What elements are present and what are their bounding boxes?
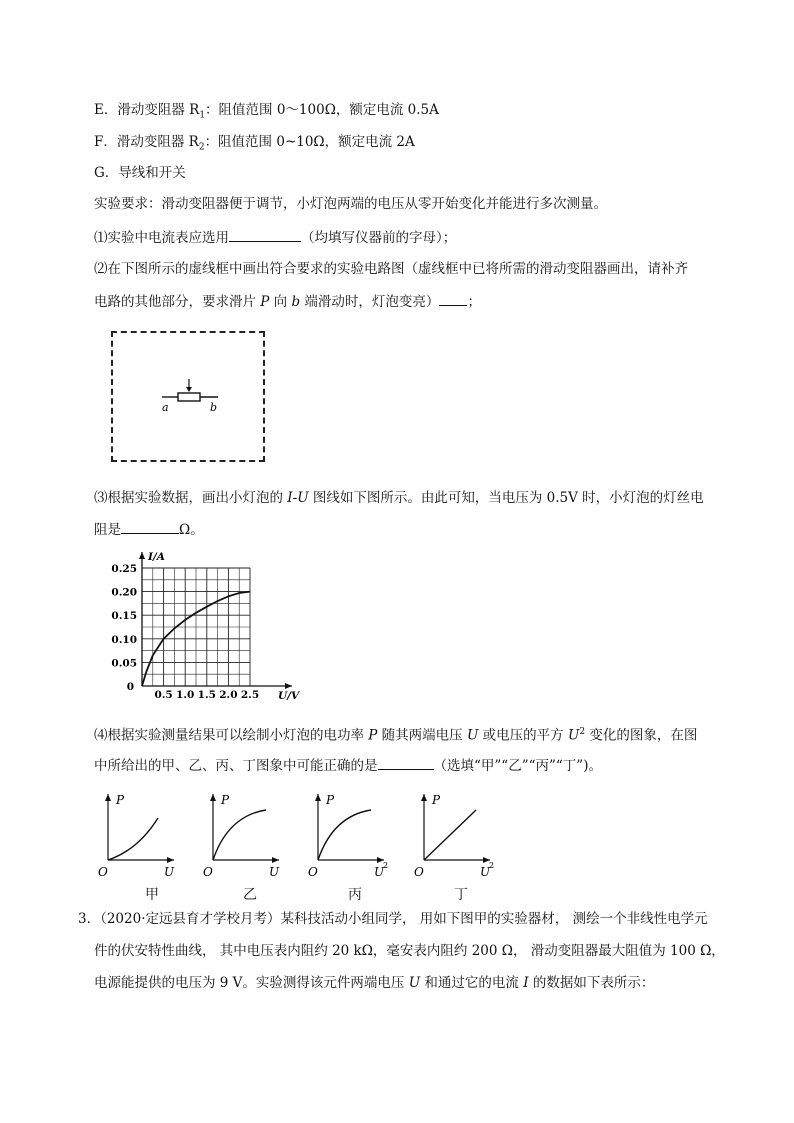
x-axis-arrow [167,857,174,863]
power-graph-name-1: 甲 [145,887,159,903]
y-axis-label: P [221,793,230,807]
origin-label: O [414,865,424,879]
x-axis-superscript: 2 [489,861,495,870]
x-tick-label: 2.5 [240,689,260,701]
answer-blank-1[interactable] [229,227,301,242]
x-tick-label: 2.0 [219,689,238,701]
question-next-line1: 3．（2020·定远县育才学校月考）某科技活动小组同学， 用如下图甲的实验器材， 测绘一个非线性电学元 [78,911,708,927]
question-2-line1: ⑵在下图所示的虚线框中画出符合要求的实验电路图（虚线框中已将所需的滑动变阻器画出，请补齐 [94,261,688,277]
question-4-line1: ⑷根据实验测量结果可以绘制小灯泡的电功率 P 随其两端电压 U 或电压的平方 $U^2$ 变化的图象，在图 [94,727,698,744]
answer-blank-2[interactable] [439,291,467,306]
x-axis-label: U [480,865,491,879]
answer-blank-3[interactable] [121,519,179,534]
y-axis-arrow [315,794,321,801]
y-axis-arrow [421,794,427,801]
y-axis-arrow [105,794,111,801]
rheostat-label-a: a [162,401,169,414]
power-curve [424,810,476,860]
y-axis-label: P [432,793,441,807]
question-1: ⑴实验中电流表应选用 （均填写仪器前的字母）； [94,227,456,248]
rheostat-label-b: b [210,401,218,414]
question-3-line1: ⑶根据实验数据，画出小灯泡的 I-U 图线如下图所示。由此可知，当电压为 0.5V 时，小灯泡的灯丝电 [94,490,704,506]
x-axis-superscript: 2 [383,861,389,870]
y-tick-label: 0.25 [111,563,137,575]
rheostat-symbol [150,375,230,415]
y-axis-arrow [210,794,216,801]
x-tick-label: 0.5 [154,689,173,701]
y-axis-arrow [139,552,145,559]
x-axis-arrow [285,683,292,689]
iu-chart [104,552,304,702]
y-axis-label: P [326,793,335,807]
y-axis-label: I/A [148,552,165,563]
x-tick-label: 1.0 [176,689,195,701]
option-f: F．滑动变阻器 $R_2$：阻值范围 0~10Ω，额定电流 2A [94,134,415,153]
experiment-requirement: 实验要求：滑动变阻器便于调节，小灯泡两端的电压从零开始变化并能进行多次测量。 [94,196,607,212]
option-g: G．导线和开关 [94,165,186,181]
y-tick-label: 0.15 [111,610,137,623]
origin-label: 0 [126,681,134,693]
x-axis-label: U [269,865,280,879]
y-axis-label: P [116,793,125,807]
x-axis-label: U [374,865,385,879]
origin-label: O [308,865,318,879]
x-tick-label: 1.5 [197,689,216,701]
power-graph-1 [98,788,198,880]
power-graph-3 [308,788,408,880]
power-graph-2 [203,788,303,880]
y-tick-label: 0.10 [111,633,137,646]
origin-label: O [203,865,213,879]
y-tick-label: 0.05 [111,657,137,670]
power-graph-4 [414,788,514,880]
y-tick-label: 0.20 [111,586,137,599]
question-next-line3: 电源能提供的电压为 9 V。实验测得该元件两端电压 U 和通过它的电流 I 的数据如下表所示： [94,975,655,991]
x-axis-label: U [164,865,175,879]
answer-blank-4[interactable] [378,755,434,770]
x-axis-label: U/V [278,690,300,702]
option-e: E．滑动变阻器 $R_1$：阻值范围 0～100Ω，额定电流 0.5A [94,102,439,121]
origin-label: O [98,865,108,879]
question-next-line2: 件的伏安特性曲线， 其中电压表内阻约 20 kΩ，毫安表内阻约 200 Ω， 滑动变阻器最大阻值为 100 Ω， [94,943,725,959]
x-axis-arrow [272,857,279,863]
power-curve [108,818,158,860]
power-graph-name-4: 丁 [454,887,468,903]
power-curve [213,810,266,860]
question-4-line2: 中所给出的甲、乙、丙、丁图象中可能正确的是 （选填“甲”“乙”“丙”“丁”)。 [94,755,602,776]
question-3-line2: 阻是 Ω。 [94,519,204,540]
power-curve [318,810,371,860]
power-graph-name-2: 乙 [243,887,257,903]
power-graph-name-3: 丙 [348,887,362,903]
question-2-line2: 电路的其他部分，要求滑片 P 向 b 端滑动时，灯泡变亮） ； [94,291,481,312]
